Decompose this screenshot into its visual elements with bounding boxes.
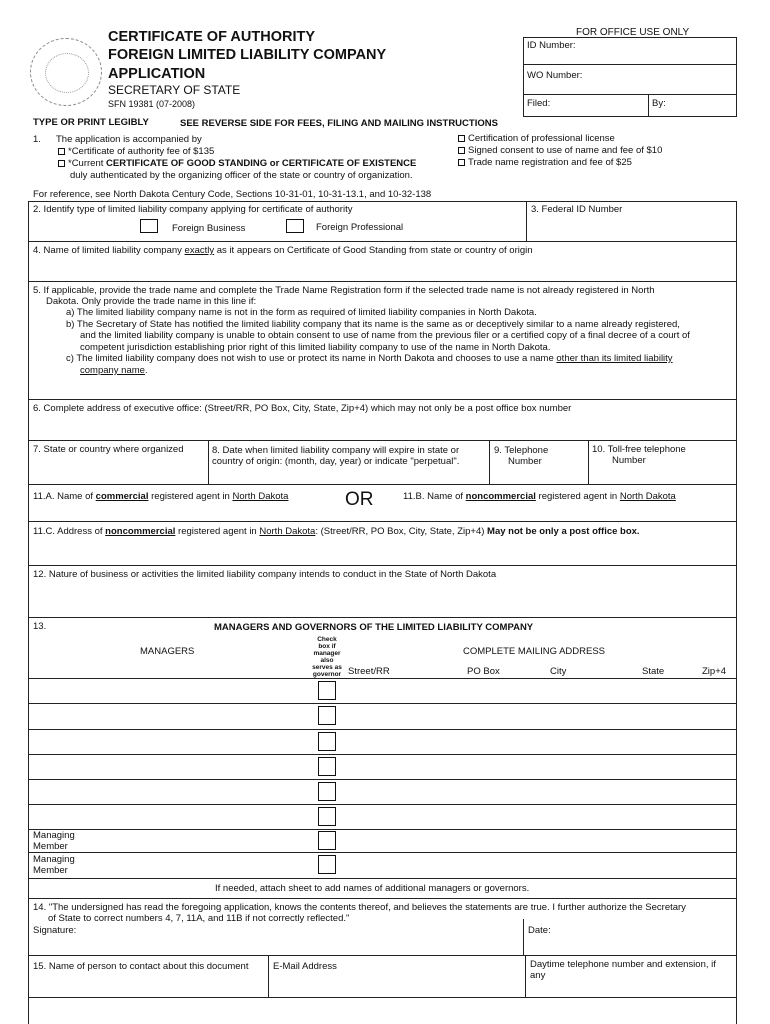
wo-number-field: WO Number:	[527, 70, 583, 81]
item14-line2: of State to correct numbers 4, 7, 11A, and 11B if not correctly reflected."	[48, 913, 350, 924]
item5-c1: c) The limited liability company does not wish to use or protect its name in North Dakota and chooses to use a name other than its limited liability	[66, 353, 673, 364]
manager-row[interactable]	[28, 804, 736, 830]
item1-right1: Certification of professional license	[458, 133, 615, 144]
item13-number: 13.	[33, 621, 47, 632]
attach-sheet-note: If needed, attach sheet to add names of additional managers or governors.	[215, 883, 530, 894]
item5-b3: competent jurisdiction establishing prior right of this limited liability company to use of the name in North Dakota.	[80, 342, 551, 353]
managing-member-2: Managing Member	[33, 854, 75, 876]
foreign-business-checkbox[interactable]	[140, 219, 158, 233]
item13-heading: MANAGERS AND GOVERNORS OF THE LIMITED LIABILITY COMPANY	[214, 622, 534, 633]
item7-label: 7. State or country where organized	[33, 444, 184, 455]
zip-col: Zip+4	[702, 666, 727, 677]
signature-label: Signature:	[33, 925, 77, 936]
office-use-heading: FOR OFFICE USE ONLY	[576, 27, 690, 38]
item5-line2: Dakota. Only provide the trade name in this line if:	[46, 296, 257, 307]
date-label: Date:	[528, 925, 551, 936]
foreign-business-label: Foreign Business	[172, 223, 246, 234]
consent-checkbox[interactable]	[458, 147, 465, 154]
certificate-checkbox[interactable]	[58, 160, 65, 167]
fee-checkbox[interactable]	[58, 148, 65, 155]
governor-checkbox[interactable]	[318, 732, 336, 751]
manager-row[interactable]	[28, 754, 736, 780]
item4-label: 4. Name of limited liability company exactly as it appears on Certificate of Good Standing from state or country of origin	[33, 245, 533, 256]
print-legibly: TYPE OR PRINT LEGIBLY	[33, 117, 149, 128]
governor-checkbox[interactable]	[318, 782, 336, 801]
item15-label: 15. Name of person to contact about this document	[33, 961, 249, 972]
foreign-professional-label: Foreign Professional	[316, 222, 404, 233]
item1-text: The application is accompanied by	[56, 134, 202, 145]
item1-right3: Trade name registration and fee of $25	[458, 157, 632, 168]
filed-field: Filed:	[527, 98, 551, 109]
item1-authenticated: duly authenticated by the organizing officer of the state or country of organization.	[70, 170, 413, 181]
id-number-field: ID Number:	[527, 40, 576, 51]
item9-line1: 9. Telephone	[494, 445, 549, 456]
manager-row[interactable]	[28, 703, 736, 730]
manager-row[interactable]	[28, 729, 736, 755]
managers-heading: MANAGERS	[140, 646, 195, 657]
item11b-label: 11.B. Name of noncommercial registered agent in North Dakota	[403, 491, 676, 502]
item11a-label: 11.A. Name of commercial registered agent in North Dakota	[33, 491, 289, 502]
governor-checkbox[interactable]	[318, 706, 336, 725]
item11c-label: 11.C. Address of noncommercial registered agent in North Dakota: (Street/RR, PO Box, City, State, Zip+4) May not be only a post office box.	[33, 526, 640, 537]
item8-line2: country of origin: (month, day, year) or indicate "perpetual".	[212, 456, 460, 467]
title-line2: FOREIGN LIMITED LIABILITY COMPANY	[108, 47, 387, 63]
see-reverse: SEE REVERSE SIDE FOR FEES, FILING AND MAILING INSTRUCTIONS	[180, 118, 498, 129]
governor-checkbox[interactable]	[318, 681, 336, 700]
governor-checkbox[interactable]	[318, 757, 336, 776]
governor-checkbox[interactable]	[318, 807, 336, 826]
or-label: OR	[345, 489, 374, 510]
item6-label: 6. Complete address of executive office: (Street/RR, PO Box, City, State, Zip+4) which may not only be a post office box number	[33, 403, 572, 414]
item8-line1: 8. Date when limited liability company will expire in state or	[212, 445, 460, 456]
phone-label-2: any	[530, 970, 546, 981]
item2-label: 2. Identify type of limited liability company applying for certificate of authority	[33, 204, 353, 215]
item1-right2: Signed consent to use of name and fee of $10	[458, 145, 662, 156]
item5-line1: 5. If applicable, provide the trade name and complete the Trade Name Registration form if the selected trade name is not already registered in North	[33, 285, 655, 296]
item3-label: 3. Federal ID Number	[531, 204, 623, 215]
governor-check-heading: Check box if manager also serves as governor	[312, 636, 342, 678]
item1-certificate: *Current CERTIFICATE OF GOOD STANDING or CERTIFICATE OF EXISTENCE	[58, 158, 416, 169]
manager-row[interactable]	[28, 678, 736, 704]
item5-b1: b) The Secretary of State has notified the limited liability company that its name is the same as or deceptively similar to a name already registered,	[66, 319, 680, 330]
office-use-box	[523, 37, 737, 117]
managing-member-1: Managing Member	[33, 830, 75, 852]
item9-line2: Number	[508, 456, 542, 467]
city-col: City	[550, 666, 567, 677]
license-checkbox[interactable]	[458, 135, 465, 142]
governor-checkbox[interactable]	[318, 831, 336, 850]
agency-name: SECRETARY OF STATE	[108, 83, 241, 97]
item5-a: a) The limited liability company name is not in the form as required of limited liability companies in North Dakota.	[66, 307, 537, 318]
title-line3: APPLICATION	[108, 66, 206, 82]
email-label: E-Mail Address	[273, 961, 337, 972]
by-field: By:	[652, 98, 666, 109]
manager-row[interactable]	[28, 779, 736, 805]
governor-checkbox[interactable]	[318, 855, 336, 874]
foreign-professional-checkbox[interactable]	[286, 219, 304, 233]
state-seal	[30, 38, 102, 106]
trade-name-checkbox[interactable]	[458, 159, 465, 166]
item5-c2: company name.	[80, 365, 148, 376]
reference-text: For reference, see North Dakota Century Code, Sections 10-31-01, 10-31-13.1, and 10-32-138	[33, 189, 432, 200]
item10-line2: Number	[612, 455, 646, 466]
item1-fee: *Certificate of authority fee of $135	[58, 146, 214, 157]
state-col: State	[642, 666, 665, 677]
form-number: SFN 19381 (07-2008)	[108, 99, 196, 109]
item14-line1: 14. "The undersigned has read the foregoing application, knows the contents thereof, and believes the statements are true. I further authorize the Secretary	[33, 902, 686, 913]
item1-number: 1.	[33, 134, 41, 145]
manager-row[interactable]	[28, 829, 736, 853]
item5-b2: and the limited liability company is unable to obtain consent to use of name from the previous filer or a certified copy of a final decree of a court of	[80, 330, 690, 341]
item10-line1: 10. Toll-free telephone	[592, 444, 686, 455]
phone-label-1: Daytime telephone number and extension, if	[530, 959, 716, 970]
title-line1: CERTIFICATE OF AUTHORITY	[108, 29, 316, 45]
mailing-address-heading: COMPLETE MAILING ADDRESS	[463, 646, 606, 657]
manager-row[interactable]	[28, 852, 736, 879]
pobox-col: PO Box	[467, 666, 500, 677]
street-col: Street/RR	[348, 666, 390, 677]
item12-label: 12. Nature of business or activities the limited liability company intends to conduct in the State of North Dakota	[33, 569, 497, 580]
